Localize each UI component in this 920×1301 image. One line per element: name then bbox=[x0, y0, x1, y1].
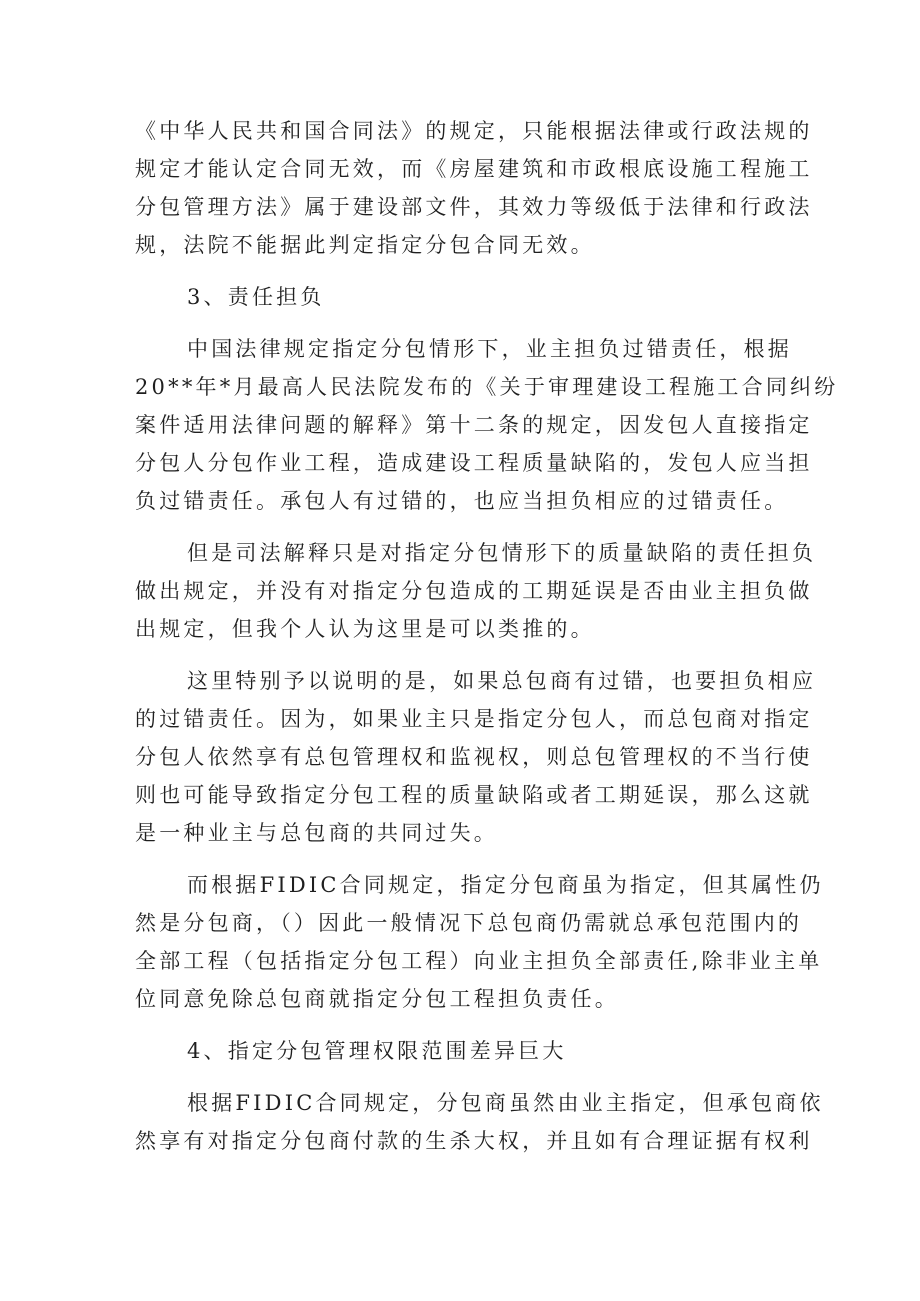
text-line: 但是司法解释只是对指定分包情形下的质量缺陷的责任担负 bbox=[187, 541, 817, 565]
text-line: 全部工程（包括指定分包工程）向业主担负全部责任,除非业主单 bbox=[135, 949, 823, 973]
text-line: 则也可能导致指定分包工程的质量缺陷或者工期延误，那么这就 bbox=[135, 783, 813, 807]
section-heading: 4、指定分包管理权限范围差异巨大 bbox=[187, 1039, 567, 1063]
text-line: 是一种业主与总包商的共同过失。 bbox=[135, 821, 498, 845]
text-line: 根据FIDIC合同规定，分包商虽然由业主指定，但承包商依 bbox=[187, 1091, 824, 1115]
text-line: 然是分包商，（）因此一般情况下总包商仍需就总承包范围内的 bbox=[135, 911, 803, 935]
document-body bbox=[135, 112, 839, 1160]
text-line: 规，法院不能据此判定指定分包合同无效。 bbox=[135, 233, 595, 257]
text-line: 而根据FIDIC合同规定，指定分包商虽为指定，但其属性仍 bbox=[187, 873, 824, 897]
text-line: 出规定，但我个人认为这里是可以类推的。 bbox=[135, 617, 595, 641]
text-line: 分包人依然享有总包管理权和监视权，则总包管理权的不当行使 bbox=[135, 745, 813, 769]
text-line: 做出规定，并没有对指定分包造成的工期延误是否由业主担负做 bbox=[135, 579, 813, 603]
text-line: 然享有对指定分包商付款的生杀大权，并且如有合理证据有权利 bbox=[135, 1129, 813, 1153]
text-line: 《中华人民共和国合同法》的规定，只能根据法律或行政法规的 bbox=[135, 119, 813, 143]
text-line: 这里特别予以说明的是，如果总包商有过错，也要担负相应 bbox=[187, 669, 817, 693]
text-line: 20**年*月最高人民法院发布的《关于审理建设工程施工合同纠纷 bbox=[135, 375, 839, 399]
text-line: 位同意免除总包商就指定分包工程担负责任。 bbox=[135, 987, 619, 1011]
text-line: 负过错责任。承包人有过错的，也应当担负相应的过错责任。 bbox=[135, 489, 789, 513]
text-line: 规定才能认定合同无效，而《房屋建筑和市政根底设施工程施工 bbox=[135, 157, 813, 181]
text-line: 案件适用法律问题的解释》第十二条的规定，因发包人直接指定 bbox=[135, 413, 813, 437]
text-line: 的过错责任。因为，如果业主只是指定分包人，而总包商对指定 bbox=[135, 707, 813, 731]
section-heading: 3、责任担负 bbox=[187, 285, 325, 309]
text-line: 分包管理方法》属于建设部文件，其效力等级低于法律和行政法 bbox=[135, 195, 813, 219]
text-line: 中国法律规定指定分包情形下，业主担负过错责任，根据 bbox=[187, 337, 792, 361]
text-line: 分包人分包作业工程，造成建设工程质量缺陷的，发包人应当担 bbox=[135, 451, 813, 475]
